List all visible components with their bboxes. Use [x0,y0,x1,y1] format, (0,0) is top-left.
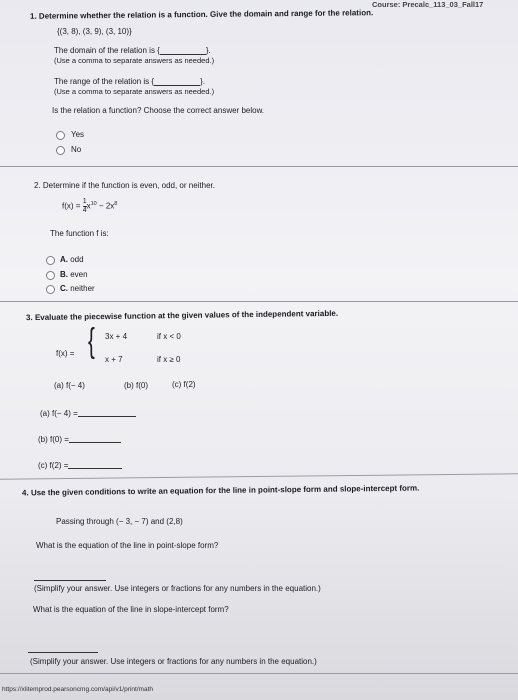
q2-the-function: The function f is: [50,229,109,238]
q3-part-b: (b) f(0) [124,381,148,390]
q2-numerator: 1 [82,198,87,205]
q4-point-slope-question: What is the equation of the line in point-slope form? [36,541,219,550]
range-hint: (Use a comma to separate answers as needed.) [54,87,215,96]
domain-hint: (Use a comma to separate answers as needed.) [54,56,215,65]
q4-slope-intercept-input[interactable] [28,652,98,653]
q2-option-a [60,255,84,264]
q2-a-text: odd [70,255,84,264]
q1-range-row [54,76,205,86]
q1-relation: {(3, 8), (3, 9), (3, 10)} [57,27,132,36]
q3-answer-a-label: (a) f(− 4) = [40,409,78,418]
q2-option-b-radio[interactable] [46,271,55,280]
q2-b-letter: B. [60,270,68,279]
q1-yes-radio[interactable] [56,131,65,140]
q3-prompt: 3. Evaluate the piecewise function at the given values of the independent variable. [25,308,339,323]
q1-domain-row [54,45,211,55]
q2-option-a-radio[interactable] [46,256,55,265]
range-input[interactable] [154,76,200,86]
q2-x: x [86,201,91,211]
q3-answer-b-label: (b) f(0) = [38,435,69,444]
q3-answer-b-input[interactable] [69,434,121,443]
q4-hint2: (Simplify your answer. Use integers or fractions for any numbers in the equation.) [30,657,317,666]
q2-c-text: neither [70,284,95,293]
q3-piece1-expr: 3x + 4 [105,332,128,341]
q1-no-label: No [71,145,82,154]
q3-answer-c-label: (c) f(2) = [38,461,69,470]
domain-label: The domain of the relation is { [54,46,160,55]
q1-no-radio[interactable] [56,146,65,155]
course-header: Course: Precalc_113_03_Fall17 [372,0,484,9]
q3-part-c: (c) f(2) [172,380,196,389]
piecewise-brace: { [88,322,95,360]
q4-point-slope-input[interactable] [34,580,106,581]
q3-piece2-expr: x + 7 [105,355,123,364]
domain-close: }. [205,46,211,55]
divider [0,301,518,302]
footer-url[interactable]: https://xlitemprod.pearsoncmg.com/api/v1/print/math [2,686,154,693]
divider [0,166,518,167]
q3-answer-c [38,460,122,470]
q2-function [62,198,117,215]
q2-c-letter: C. [60,284,68,293]
q2-mid: − 2x [98,201,115,211]
q1-yes-label: Yes [71,130,85,139]
q3-answer-b [38,434,121,444]
q2-denominator: 4 [82,207,87,214]
q3-part-a: (a) f(− 4) [54,381,85,390]
q3-piece1-cond: if x < 0 [157,332,181,341]
q2-option-c-radio[interactable] [46,285,55,294]
q2-exp2: 8 [114,200,118,207]
q3-func-lhs: f(x) = [56,349,75,358]
q2-prompt: 2. Determine if the function is even, odd, or neither. [34,181,215,190]
domain-input[interactable] [160,45,206,55]
q4-hint1: (Simplify your answer. Use integers or fractions for any numbers in the equation.) [34,584,321,593]
q3-answer-a [40,408,136,418]
q1-is-function: Is the relation a function? Choose the correct answer below. [52,106,265,115]
q2-exp1: 10 [90,200,97,207]
range-close: }. [200,77,205,86]
q4-passing: Passing through (− 3, − 7) and (2,8) [56,517,183,526]
divider [0,673,518,674]
q1-prompt: 1. Determine whether the relation is a function. Give the domain and range for the relation. [29,8,374,21]
q3-answer-a-input[interactable] [78,408,136,417]
q2-option-b [60,270,88,279]
q3-answer-c-input[interactable] [68,460,122,469]
q4-prompt: 4. Use the given conditions to write an equation for the line in point-slope form and slope-intercept form. [21,483,420,498]
range-label: The range of the relation is { [54,77,155,86]
q2-option-c [60,284,95,293]
q2-a-letter: A. [60,255,68,264]
q3-piece2-cond: if x ≥ 0 [157,355,181,364]
q2-func-lhs: f(x) = [62,201,81,211]
q4-slope-intercept-question: What is the equation of the line in slope-intercept form? [33,605,229,614]
divider [0,473,518,479]
q2-b-text: even [70,270,88,279]
